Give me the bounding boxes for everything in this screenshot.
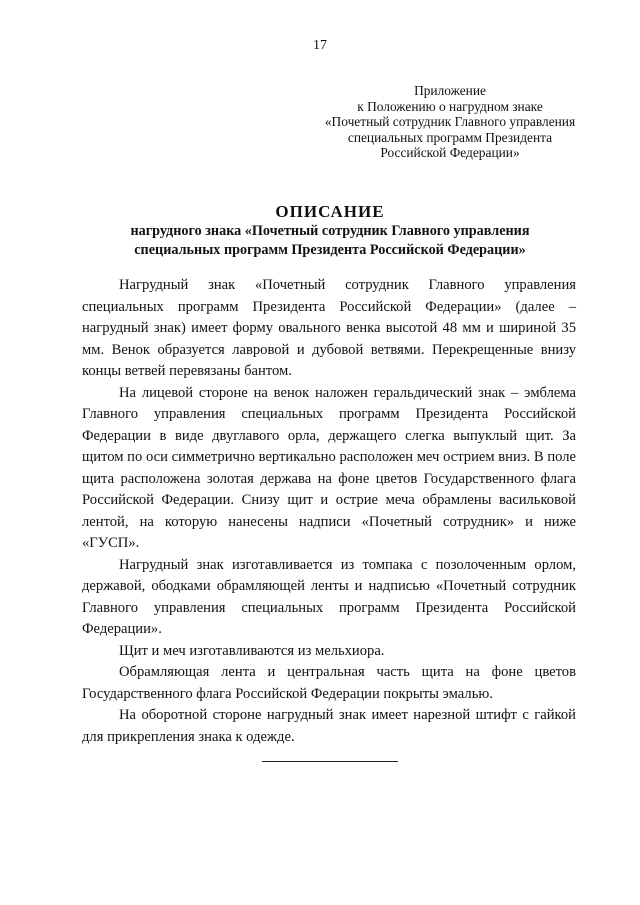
paragraph: Обрамляющая лента и центральная часть щита на фоне цветов Государственного флага Российской Федерации покрыты эмалью. <box>82 664 576 702</box>
paragraph: На лицевой стороне на венок наложен геральдический знак – эмблема Главного управления специальных программ Президента Российской Федерации в виде двуглавого орла, держащего слегка выпуклый щит. За щитом по оси симметрично вертикально расположен меч острием вниз. В поле щита расположена золотая держава на фоне цветов Государственного флага Российской Федерации. Снизу щит и острие меча обрамлены васильковой лентой, на которую нанесены надписи «Почетный сотрудник» и ниже «ГУСП». <box>82 384 576 551</box>
appendix-reference <box>305 83 595 161</box>
appendix-line: «Почетный сотрудник Главного управления <box>324 114 576 129</box>
paragraph: Щит и меч изготавливаются из мельхиора. <box>119 642 385 659</box>
document-subtitle-line: нагрудного знака «Почетный сотрудник Главного управления <box>130 223 530 239</box>
paragraph: Нагрудный знак изготавливается из томпака с позолоченным орлом, державой, ободками обрамляющей ленты и надписью «Почетный сотрудник Главного управления специальных программ Президента Российской Федерации». <box>82 556 576 637</box>
appendix-line: специальных программ Президента <box>347 129 553 145</box>
closing-separator-line <box>262 761 398 762</box>
paragraph: На оборотной стороне нагрудный знак имеет нарезной штифт с гайкой для прикрепления знака к одежде. <box>82 707 576 745</box>
document-body <box>82 275 576 748</box>
page-number: 17 <box>313 38 327 53</box>
document-subtitle-line: специальных программ Президента Российской Федерации» <box>134 242 526 258</box>
appendix-line: к Положению о нагрудном знаке <box>357 98 543 114</box>
appendix-line: Приложение <box>414 83 486 98</box>
paragraph: Нагрудный знак «Почетный сотрудник Главного управления специальных программ Президента Российской Федерации» (далее – нагрудный знак) имеет форму овального венка высотой 48 мм и шириной 35 мм. Венок образуется лавровой и дубовой ветвями. Перекрещенные внизу концы ветвей перевязаны бантом. <box>82 277 576 379</box>
document-title: ОПИСАНИЕ <box>275 202 385 221</box>
document-title-block <box>70 202 590 260</box>
appendix-line: Российской Федерации» <box>380 145 520 160</box>
